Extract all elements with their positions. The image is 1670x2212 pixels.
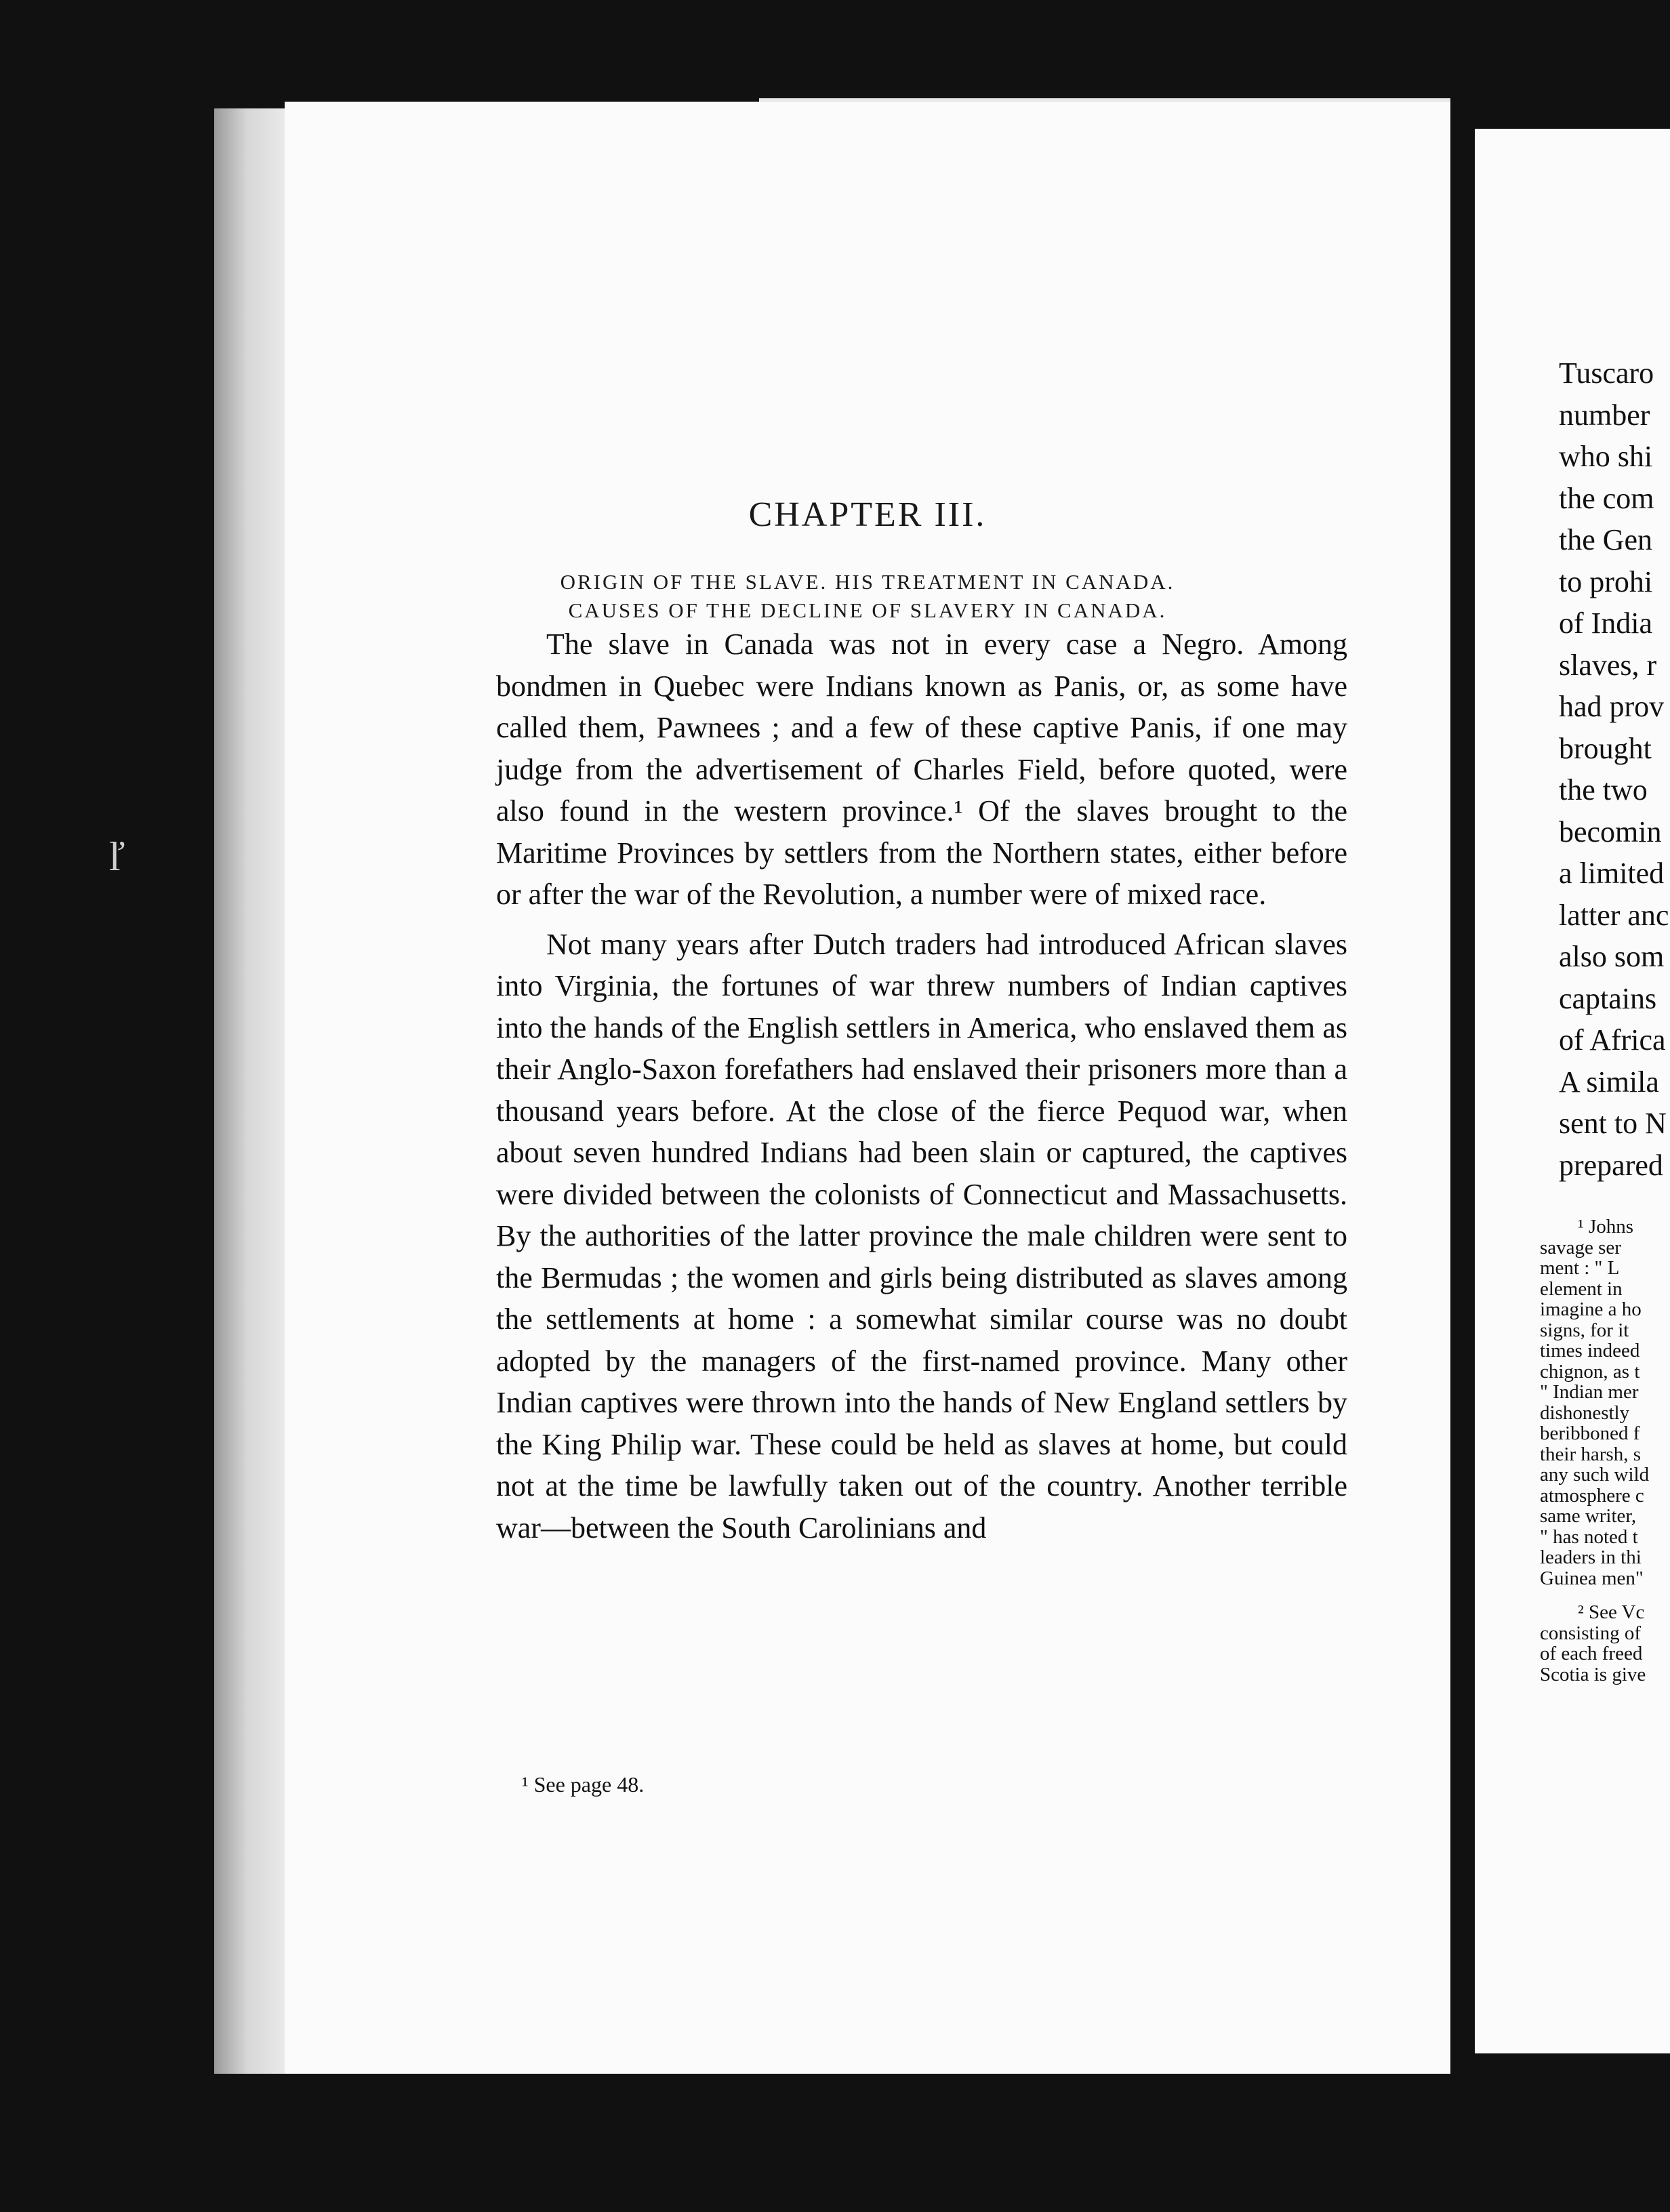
right-page-line: prepared xyxy=(1559,1148,1663,1182)
right-page-footnote-line: " has noted t xyxy=(1540,1525,1638,1548)
right-page-footnote-line: of each freed xyxy=(1540,1643,1643,1664)
right-page-line: who shi xyxy=(1559,440,1653,473)
right-page-footnote-line: ² See Vc xyxy=(1578,1601,1645,1623)
left-page-edge xyxy=(214,108,296,2074)
paragraph: Not many years after Dutch traders had introduced African slaves into Virginia, the fortunes of war threw numbers of Indian captives into the hands of the English settlers in America, who enslaved them as their Anglo-Saxon forefathers had enslaved their prisoners more than a thousand years before. At the close of the fierce Pequod war, when about seven hundred Indians had been slain or captured, the captives were divided between the colonists of Connecticut and Massachusetts. By the authorities of the latter province the male children were sent to the Bermudas ; the women and girls being distributed as slaves among the settlements at home : a somewhat similar course was no doubt adopted by the managers of the first-named province. Many other Indian captives were thrown into the hands of New England settlers by the King Philip war. These could be held as slaves at home, but could not at the time be lawfully taken out of the country. Another terrible war—between the South Carolinians and xyxy=(496,927,1347,1544)
body-text xyxy=(496,623,1347,1557)
right-page-footnote-line: savage ser xyxy=(1540,1236,1621,1258)
right-page-line: the com xyxy=(1559,481,1654,515)
right-page-footnote-line: signs, for it xyxy=(1540,1319,1629,1341)
right-page-footnote-line: any such wild xyxy=(1540,1464,1650,1486)
footnote: ¹ See page 48. xyxy=(522,1772,645,1797)
right-page-footnote-line: beribboned f xyxy=(1540,1422,1640,1444)
right-page-footnote-line: Guinea men" xyxy=(1540,1567,1644,1589)
right-page-line: of Africa xyxy=(1559,1023,1666,1057)
right-page-footnote-line: ¹ Johns xyxy=(1578,1216,1634,1237)
subtitle-line: CAUSES OF THE DECLINE OF SLAVERY IN CANADA. xyxy=(568,598,1167,622)
right-page-footnote-line: imagine a ho xyxy=(1540,1298,1642,1320)
right-page-line: sent to N xyxy=(1559,1107,1667,1140)
right-page-line: the two xyxy=(1559,773,1648,806)
right-page-footnote-line: leaders in thi xyxy=(1540,1547,1642,1568)
right-page-line: A simila xyxy=(1559,1065,1659,1099)
right-page-line: Tuscaro xyxy=(1559,356,1654,390)
right-page-footnote-line: dishonestly xyxy=(1540,1401,1630,1424)
right-page-text xyxy=(1559,352,1669,1186)
chapter-title: CHAPTER III. xyxy=(748,495,987,534)
right-page-footnote-line: element in xyxy=(1540,1277,1623,1300)
right-page-footnote-line: atmosphere c xyxy=(1540,1484,1644,1507)
right-page-line: also som xyxy=(1559,940,1665,973)
right-page-footnote-line: chignon, as t xyxy=(1540,1360,1640,1382)
right-page-line: of India xyxy=(1559,607,1653,640)
right-page-footnote-line: ment : " L xyxy=(1540,1257,1620,1279)
right-page-line: a limited xyxy=(1559,857,1665,890)
right-page-line: number xyxy=(1559,398,1650,432)
paragraph: The slave in Canada was not in every case a Negro. Among bondmen in Quebec were Indians known as Panis, or, as some have called them, Pawnees ; and a few of these captive Panis, if one may judge from the advertisement of Charles Field, before quoted, were also found in the western province.¹ Of the slaves brought to the Maritime Provinces by settlers from the Northern states, either before or after the war of the Revolution, a number were of mixed race. xyxy=(496,628,1347,911)
right-page-line: had prov xyxy=(1559,690,1665,723)
chapter-subtitle xyxy=(285,568,1450,625)
right-page-footnote-line: times indeed xyxy=(1540,1340,1640,1361)
right-page-footnote-line: consisting of xyxy=(1540,1622,1642,1644)
right-page-line: slaves, r xyxy=(1559,648,1657,682)
stray-mark: ľ xyxy=(108,834,125,879)
right-page-line: latter anc xyxy=(1559,898,1669,932)
right-page-line: brought xyxy=(1559,731,1652,765)
right-page-footnote-line: their harsh, s xyxy=(1540,1443,1641,1465)
right-page-footnotes xyxy=(1540,1216,1649,1685)
subtitle-line: ORIGIN OF THE SLAVE. HIS TREATMENT IN CANADA. xyxy=(560,570,1175,594)
right-page-footnote-line: " Indian mer xyxy=(1540,1381,1639,1403)
right-page-line: to prohi xyxy=(1559,565,1653,598)
right-page-line: captains xyxy=(1559,981,1657,1015)
right-page-line: becomin xyxy=(1559,815,1662,848)
right-page-line: the Gen xyxy=(1559,523,1653,556)
right-page-footnote-line: same writer, xyxy=(1540,1505,1637,1527)
right-page-footnote-line: Scotia is give xyxy=(1540,1663,1646,1685)
